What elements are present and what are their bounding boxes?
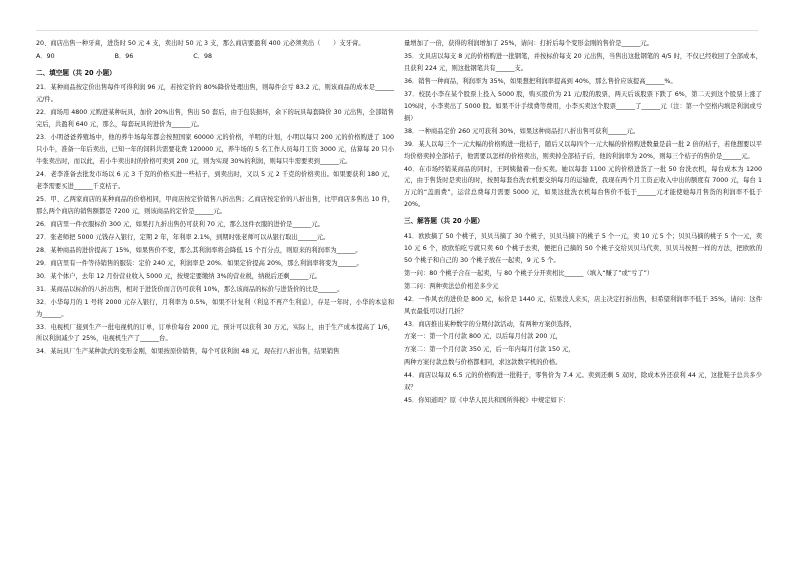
question-27: 27．张老师把 5000 元钱存入银行，定期 2 年，年利率 2.1%，到期时张老师可以从银行取出______元。 [36, 233, 330, 241]
question-39: 39．某人以每三个一元大幅的价格购进一批桔子，随后又以每四个一元大幅的价格购进数量是前一批 2 倍的桔子，若他想要以平均价格卖掉全部桔子，他需要以怎样的价格卖出，则卖掉全部桔子后，他的利润率为 20%，则每三个桔子的售价是______元。 [404, 140, 762, 160]
question-43-plan2: 方案二：第一个月付款 350 元，后一年内每月付款 150 元， [404, 346, 575, 354]
question-42: 42．一件风衣的进价是 800 元，标价是 1440 元，结果没人来买，店主决定打折出售，但希望利润率不低于 35%，请问：这件风衣最低可以打几折？ [404, 295, 762, 315]
left-column [36, 38, 394, 359]
question-44: 44．商店以每双 6.5 元的价格购进一批鞋子，零售价为 7.4 元。卖到还剩 5 双时，除成本外还获利 44 元，这批鞋子总共多少双？ [404, 372, 762, 392]
question-20: 20、商店出售一种牙膏，进货时 50 元 4 支，卖出时 50 元 3 支，那么商店要盈利 400 元必须卖出（ ）支牙膏。 [36, 40, 365, 47]
question-25: 25．甲、乙两家商店的某种商品的价格相同，甲商店按定价销售八折出售；乙商店按定价的八折出售，比甲商店多售出 10 件，那么两个商店的销售额都是 7200 元，则该商品的定价是______元。 [36, 196, 394, 215]
question-28: 28．某种商品的进价提高了 15%，如果售价不变，那么其利润率将会降低 15 个百分点，则原来的利润率为______。 [36, 246, 362, 254]
question-20-options [36, 51, 394, 63]
question-24: 24．老李准备去批发市场以 6 元 3 千克的价格买进一些桔子，到卖出时，又以 5 元 2 千克的价格卖出。如果要获利 180 元，老李需要买进______千克桔子。 [36, 171, 394, 191]
question-31: 31．某商品以标价的八折出售，相对于进货价而言仍可获利 10%，那么该商品的标价与进货价的比是______。 [36, 285, 344, 293]
question-41: 41．欧欧摘了 50 个桃子，贝贝马摘了 30 个桃子，贝贝马摘下的桃子 5 个一元，卖 10 元 5 个；贝贝马摘的桃子 5 个一元，卖 10 元 6 个，欧欧怕吃亏就只卖 60 个桃子去卖，便把自己摘的 50 个桃子交给贝贝马代卖，贝贝马按照一样的方法，把欧欧的 50 个桃子和自己的 30 个桃子放在一起卖，9 元 5 个。 [404, 232, 762, 264]
top-divider [36, 30, 758, 31]
question-37: 37．校民小李在某个股票上投入 5000 股，购买股价为 21 元/股的股票，两天后该股票下跌了 6%，第二天到这个股票上涨了 10%时，小李卖出了 5000 股。如果不计手续费等费用，小李买卖这个股票______了______元（注：第一个空格内填是利润或亏损） [404, 90, 762, 122]
question-40: 40．在市场经销某商品的同时，王阿姨做着一份买卖。她以每套 1100 元的价格进货了一批 50 台洗衣机，每台成本为 1200 元，由于售货时是卖出的时，按照每套台洗衣机要交纳每月的运输费，我现在两个月工资正收入中出的额度有 7000 元，每台 1 万元的“盖面费”，运营总费每月需要 5000 元，如果这批洗衣机每台售价不低于______元才能使她每月售货的利润率不低于 20%。 [404, 165, 762, 209]
option-c: C．98 [193, 52, 212, 60]
right-column [404, 38, 762, 408]
question-41-part2: 第二问：两种卖法总价相差多少元 [404, 282, 499, 290]
question-38: 38．一种商品定价 260 元可获利 30%，如果这种商品打八折出售可获利______元。 [404, 127, 640, 135]
question-45: 45．你知道吗？原《中华人民共和国所得税》中规定如下： [404, 397, 570, 405]
question-29: 29．商店里有一件等待销售的服装：定价 240 元，利润率是 20%．如果定价提高 20%，那么利润率将变为______。 [36, 259, 363, 267]
question-30: 30．某个体户，去年 12 月份营业收入 5000 元，按规定要缴纳 3%的营业税，纳税后还剩______元。 [36, 272, 322, 280]
question-34: 34．某玩具厂生产某种款式的变形金刚，如果按原价销售，每个可获利润 48 元，现在打八折出售，结果销售 [36, 348, 340, 356]
option-a: A．90 [36, 52, 55, 60]
option-b: B．96 [114, 52, 134, 60]
question-35: 35．文具店以每支 8 元的价格购进一批钢笔，并按标价每支 20 元出售，当售出这批钢笔的 4/5 时，不仅已经收回了全部成本，且获利 224 元，则这批钢笔共有______支。 [404, 52, 762, 72]
question-43-plan1: 方案一：第一个月付款 800 元，以后每月付款 200 元， [404, 333, 562, 341]
question-21: 21．某种商品按定价出售每件可得利润 96 元，若按定价的 80%降价处理出售，则每件会亏 83.2 元，则该商品的成本是______元/件。 [36, 84, 394, 104]
question-22: 22．商场用 4800 元购进某种玩具，加价 20%出售，售出 50 套后，由于包装损坏，余下的玩具每套降价 30 元出售，全部销售完后，共盈利 640 元，那么，每套玩具的进价为______元。 [36, 109, 394, 129]
question-34-continued: 量增加了一倍，获得的利润增加了 25%，请问：打折后每个变形金刚的售价是______元。 [404, 40, 653, 47]
section-heading-solutions: 三、解答题（共 20 小题） [404, 217, 484, 226]
question-33: 33．电视机厂接到生产一批电视机的订单，订单价每台 2000 元，预计可以获利 30 万元，实际上，由于生产成本提高了 1/6，所以利润减少了 25%，电视机生产了______台。 [36, 323, 394, 343]
question-36: 36．销售一种商品，利润率为 35%，如果想把利润率提高到 40%，那么售价应该提高______%。 [404, 77, 677, 85]
question-43: 43．商店推出某种数字的分期付款活动，有两种方案供选择， [404, 320, 576, 328]
question-23: 23．小明爸爸养殖场中，他的养牛场每年都会按照国家 60000 元的价格，羊明的计划，小明以每只 200 元的价格购进了 100 只小牛，准备一年后卖出，已知一年的饲料共需要花费 120000 元，养牛场的 5 名工作人员每月工资 3000 元，估算每 20 只小牛张卖出时，而以此，若小牛卖出时的价格可卖到 200 元，则为实现 30%的利润，则每只牛需要卖到______元。 [36, 134, 394, 166]
question-26: 26．商店里一件衣服标价 300 元，如果打九折出售仍可获利 70 元，那么这件衣服的进价是______元。 [36, 220, 324, 228]
question-41-part1: 第一问：80 个桃子合在一起卖，与 80 个桃子分开卖相比______（填入“赚了”或“亏了”） [404, 269, 654, 277]
question-43-ask: 两种方案付款总数与价格都相同，求这款数字机的价格。 [404, 359, 562, 367]
section-heading-fill-in: 二、填空题（共 20 小题） [36, 68, 116, 77]
question-32: 32．小华每月的 1 号将 2000 元存入银行，月利率为 0.5%，如果不计复利（利息不再产生利息），存足一年时，小华的本息和为______。 [36, 298, 394, 318]
